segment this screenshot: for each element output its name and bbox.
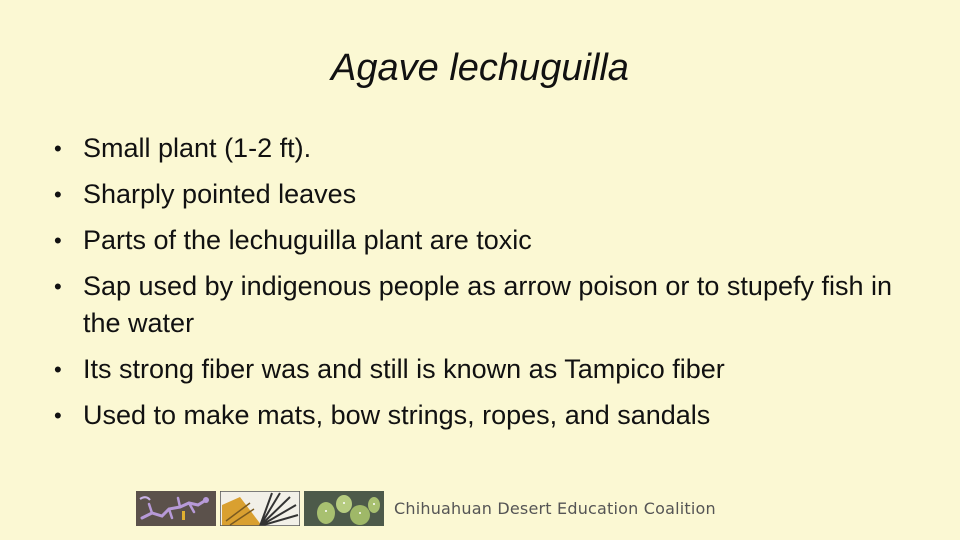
bullet-item: [54, 130, 914, 167]
bullet-dot: •: [54, 136, 62, 161]
bullet-text: Its strong fiber was and still is known as Tampico fiber: [83, 354, 725, 384]
bullet-dot: •: [54, 182, 62, 207]
bullet-text: Parts of the lechuguilla plant are toxic: [83, 225, 532, 255]
bullet-item: [54, 351, 914, 388]
bullet-dot: •: [54, 403, 62, 428]
sunburst-icon: [220, 491, 300, 526]
bullet-item: [54, 176, 914, 213]
slide-title: Agave lechuguilla: [331, 47, 629, 89]
footer-logo: [136, 491, 716, 526]
organization-name: Chihuahuan Desert Education Coalition: [394, 499, 716, 518]
bullet-dot: •: [54, 228, 62, 253]
bullet-dot: •: [54, 274, 62, 299]
bullet-text: Sharply pointed leaves: [83, 179, 357, 209]
bullet-item: [54, 268, 914, 342]
bullet-text: Used to make mats, bow strings, ropes, and sandals: [83, 400, 711, 430]
bullet-text: Sap used by indigenous people as arrow poison or to stupefy fish in the water: [83, 271, 893, 338]
lizard-petroglyph-icon: [136, 491, 216, 526]
bullet-list: [54, 130, 914, 443]
bullet-item: [54, 397, 914, 434]
bullet-dot: •: [54, 357, 62, 382]
cactus-icon: [304, 491, 384, 526]
bullet-item: [54, 222, 914, 259]
bullet-text: Small plant (1-2 ft).: [83, 133, 312, 163]
